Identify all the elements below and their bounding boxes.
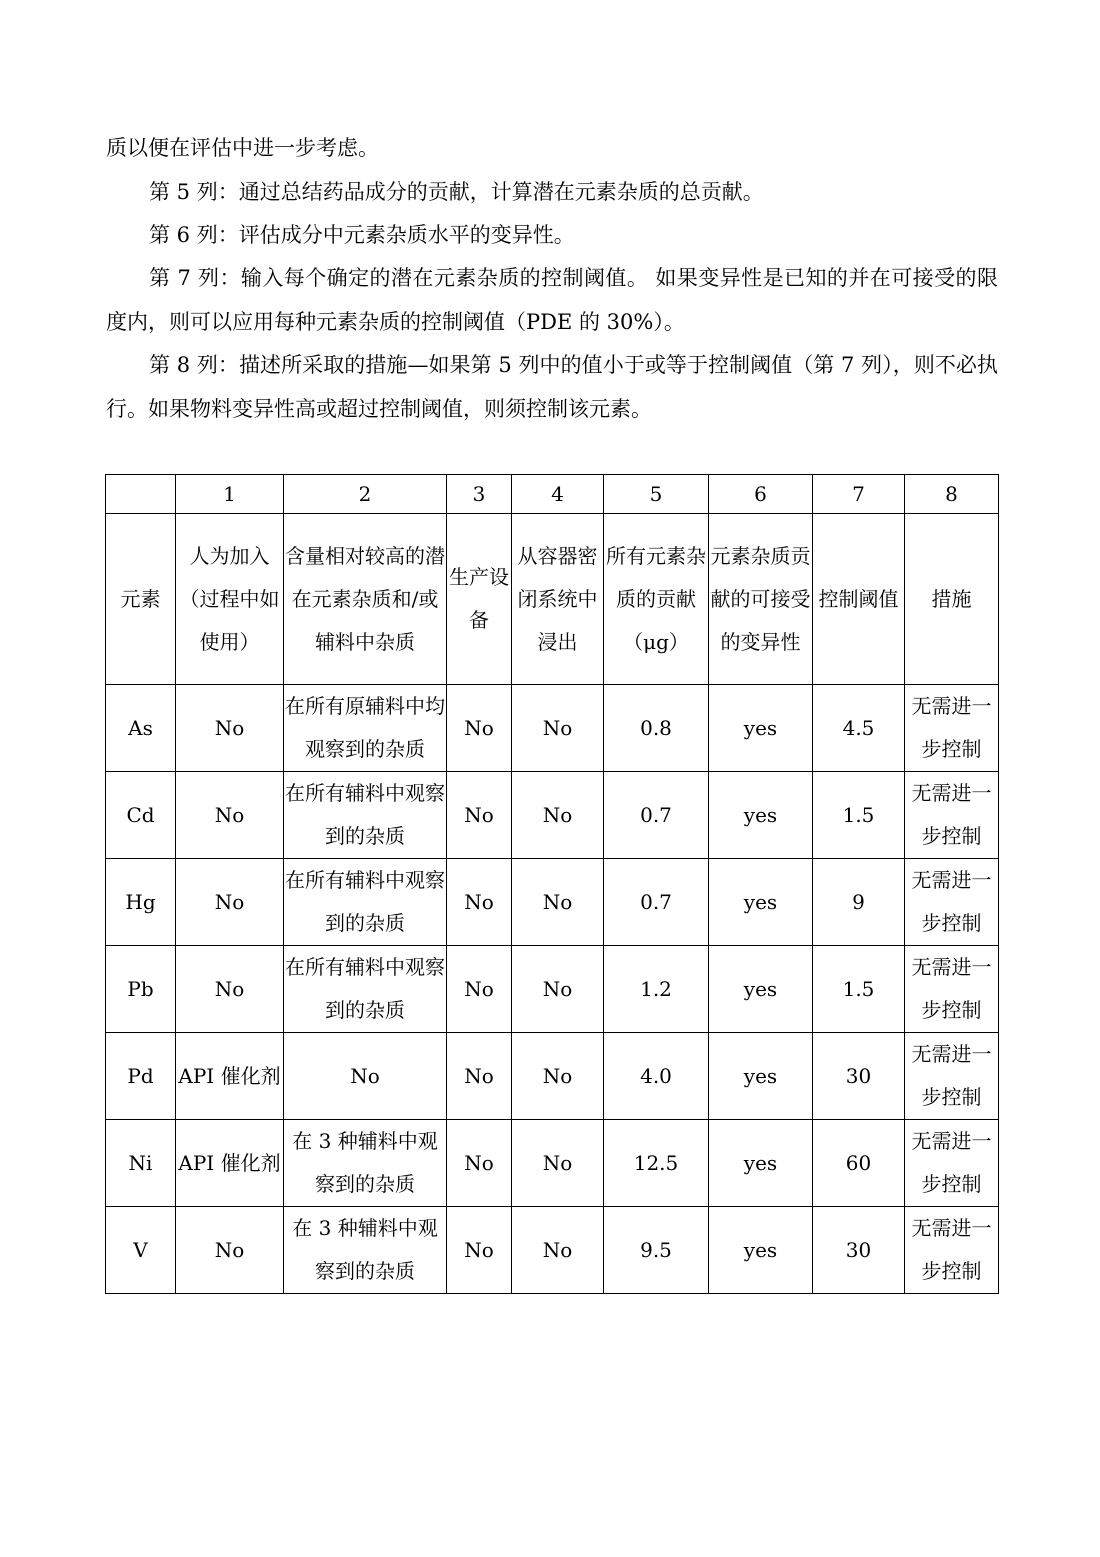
- table-row: [106, 1207, 999, 1294]
- table-cell: Ni: [106, 1120, 176, 1207]
- table-cell: 在 3 种辅料中观察到的杂质: [284, 1120, 447, 1207]
- table-cell: As: [106, 685, 176, 772]
- column-number-cell: 4: [512, 475, 604, 514]
- table-row: [106, 772, 999, 859]
- paragraph-continuation: 质以便在评估中进一步考虑。: [106, 136, 379, 160]
- column-number-row: [106, 475, 999, 514]
- table-cell: No: [447, 859, 512, 946]
- table-cell: 30: [813, 1033, 905, 1120]
- header-cell-intentionally-added: 人为加入（过程中如使用）: [176, 514, 284, 685]
- table-cell: V: [106, 1207, 176, 1294]
- table-cell: 9: [813, 859, 905, 946]
- table-cell: No: [447, 685, 512, 772]
- table-cell: 无需进一步控制: [905, 772, 999, 859]
- column-number-cell: 5: [604, 475, 709, 514]
- table-cell: 1.5: [813, 946, 905, 1033]
- column-number-cell: 3: [447, 475, 512, 514]
- table-cell: No: [447, 772, 512, 859]
- table-cell: No: [512, 1033, 604, 1120]
- table-row: [106, 859, 999, 946]
- table-cell: No: [512, 1207, 604, 1294]
- column-number-cell: 7: [813, 475, 905, 514]
- table-row: [106, 1033, 999, 1120]
- table-cell: No: [176, 1207, 284, 1294]
- table-cell: No: [447, 1207, 512, 1294]
- table-cell: API 催化剂: [176, 1120, 284, 1207]
- table-cell: 4.5: [813, 685, 905, 772]
- table-cell: No: [447, 1120, 512, 1207]
- table-cell: 在所有辅料中观察到的杂质: [284, 772, 447, 859]
- table-cell: Pd: [106, 1033, 176, 1120]
- table-cell: yes: [709, 1207, 813, 1294]
- table-cell: 1.5: [813, 772, 905, 859]
- table-cell: 无需进一步控制: [905, 1033, 999, 1120]
- header-row: [106, 514, 999, 685]
- table-cell: yes: [709, 859, 813, 946]
- header-cell-action: 措施: [905, 514, 999, 685]
- table-cell: No: [512, 772, 604, 859]
- table-cell: Hg: [106, 859, 176, 946]
- table-cell: 1.2: [604, 946, 709, 1033]
- table-cell: 无需进一步控制: [905, 946, 999, 1033]
- table-cell: No: [176, 772, 284, 859]
- table-cell: 0.7: [604, 859, 709, 946]
- column-number-cell: 6: [709, 475, 813, 514]
- table-cell: 无需进一步控制: [905, 685, 999, 772]
- table-cell: 无需进一步控制: [905, 1207, 999, 1294]
- table-cell: No: [176, 946, 284, 1033]
- table-cell: No: [512, 685, 604, 772]
- header-cell-element: 元素: [106, 514, 176, 685]
- column-number-cell: 2: [284, 475, 447, 514]
- table-cell: No: [512, 1120, 604, 1207]
- paragraph-column-7: 第 7 列：输入每个确定的潜在元素杂质的控制阈值。 如果变异性是已知的并在可接受的限度内，则可以应用每种元素杂质的控制阈值（PDE 的 30%）。: [106, 266, 998, 334]
- table-cell: No: [512, 946, 604, 1033]
- table-cell: yes: [709, 772, 813, 859]
- table-cell: No: [447, 1033, 512, 1120]
- table-cell: No: [512, 859, 604, 946]
- table-cell: 12.5: [604, 1120, 709, 1207]
- table-cell: 在所有辅料中观察到的杂质: [284, 946, 447, 1033]
- table-cell: yes: [709, 1033, 813, 1120]
- table-cell: 在 3 种辅料中观察到的杂质: [284, 1207, 447, 1294]
- table-cell: 无需进一步控制: [905, 1120, 999, 1207]
- table-cell: yes: [709, 685, 813, 772]
- column-number-cell: 8: [905, 475, 999, 514]
- table-cell: 30: [813, 1207, 905, 1294]
- table-cell: Cd: [106, 772, 176, 859]
- header-cell-variability: 元素杂质贡献的可接受的变异性: [709, 514, 813, 685]
- table-row: [106, 685, 999, 772]
- table-cell: Pb: [106, 946, 176, 1033]
- table-cell: 60: [813, 1120, 905, 1207]
- table-cell: yes: [709, 946, 813, 1033]
- table-cell: 在所有辅料中观察到的杂质: [284, 859, 447, 946]
- table-cell: 0.8: [604, 685, 709, 772]
- table-cell: No: [284, 1033, 447, 1120]
- column-number-cell: [106, 475, 176, 514]
- header-cell-container-leaching: 从容器密闭系统中浸出: [512, 514, 604, 685]
- table-cell: 在所有原辅料中均观察到的杂质: [284, 685, 447, 772]
- table-row: [106, 946, 999, 1033]
- table-cell: 4.0: [604, 1033, 709, 1120]
- table-cell: API 催化剂: [176, 1033, 284, 1120]
- paragraph-column-6: 第 6 列：评估成分中元素杂质水平的变异性。: [149, 223, 575, 247]
- table-cell: 0.7: [604, 772, 709, 859]
- header-cell-manufacturing-equipment: 生产设备: [447, 514, 512, 685]
- table-cell: No: [176, 685, 284, 772]
- header-cell-total-contribution: 所有元素杂质的贡献（μg）: [604, 514, 709, 685]
- table-row: [106, 1120, 999, 1207]
- table-cell: No: [447, 946, 512, 1033]
- header-cell-potential-impurities: 含量相对较高的潜在元素杂质和/或辅料中杂质: [284, 514, 447, 685]
- table-cell: No: [176, 859, 284, 946]
- table-cell: yes: [709, 1120, 813, 1207]
- table-cell: 9.5: [604, 1207, 709, 1294]
- table-cell: 无需进一步控制: [905, 859, 999, 946]
- elemental-impurity-table: [105, 474, 999, 1294]
- paragraph-column-5: 第 5 列：通过总结药品成分的贡献，计算潜在元素杂质的总贡献。: [149, 180, 764, 204]
- header-cell-control-threshold: 控制阈值: [813, 514, 905, 685]
- column-number-cell: 1: [176, 475, 284, 514]
- paragraph-column-8: 第 8 列：描述所采取的措施—如果第 5 列中的值小于或等于控制阈值（第 7 列），则不必执行。如果物料变异性高或超过控制阈值，则须控制该元素。: [106, 353, 998, 421]
